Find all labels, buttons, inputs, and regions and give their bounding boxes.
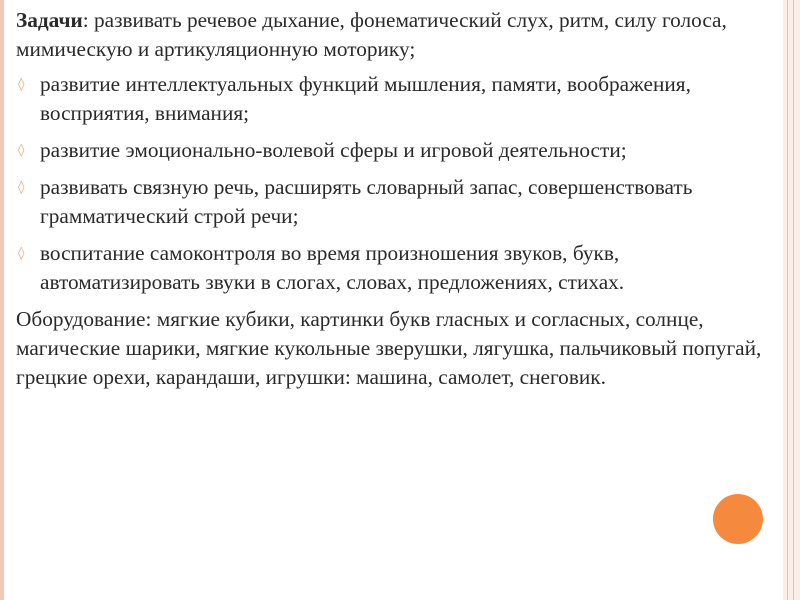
list-item-text: развитие интеллектуальных функций мышления, памяти, воображения, восприятия, внимания; bbox=[40, 72, 691, 125]
right-stripe bbox=[787, 0, 788, 600]
list-item-text: развивать связную речь, расширять словарный запас, совершенствовать грамматический строй речи; bbox=[40, 175, 693, 228]
list-item bbox=[16, 239, 780, 297]
tasks-intro: : развивать речевое дыхание, фонематический слух, ритм, силу голоса, мимическую и артикуляционную моторику; bbox=[16, 8, 727, 61]
bullet-icon: ◊ bbox=[18, 180, 25, 195]
slide-content bbox=[16, 6, 780, 398]
bullet-icon: ◊ bbox=[18, 143, 25, 158]
list-item bbox=[16, 173, 780, 231]
slide-left-border bbox=[0, 0, 4, 600]
list-item bbox=[16, 136, 780, 165]
tasks-list bbox=[16, 70, 780, 297]
bullet-icon: ◊ bbox=[18, 246, 25, 261]
orange-circle-decoration bbox=[713, 494, 763, 544]
tasks-label: Задачи bbox=[16, 8, 83, 32]
right-stripe bbox=[793, 0, 794, 600]
tasks-paragraph bbox=[16, 6, 780, 64]
bullet-icon: ◊ bbox=[18, 77, 25, 92]
right-margin bbox=[783, 0, 800, 600]
list-item-text: воспитание самоконтроля во время произношения звуков, букв, автоматизировать звуки в слогах, словах, предложениях, стихах. bbox=[40, 241, 625, 294]
list-item-text: развитие эмоционально-волевой сферы и игровой деятельности; bbox=[40, 138, 627, 162]
equipment-paragraph: Оборудование: мягкие кубики, картинки букв гласных и согласных, солнце, магические шарики, мягкие кукольные зверушки, лягушка, пальчиковый попугай, грецкие орехи, карандаши, игрушки: машина, самолет, снеговик. bbox=[16, 307, 762, 389]
list-item bbox=[16, 70, 780, 128]
